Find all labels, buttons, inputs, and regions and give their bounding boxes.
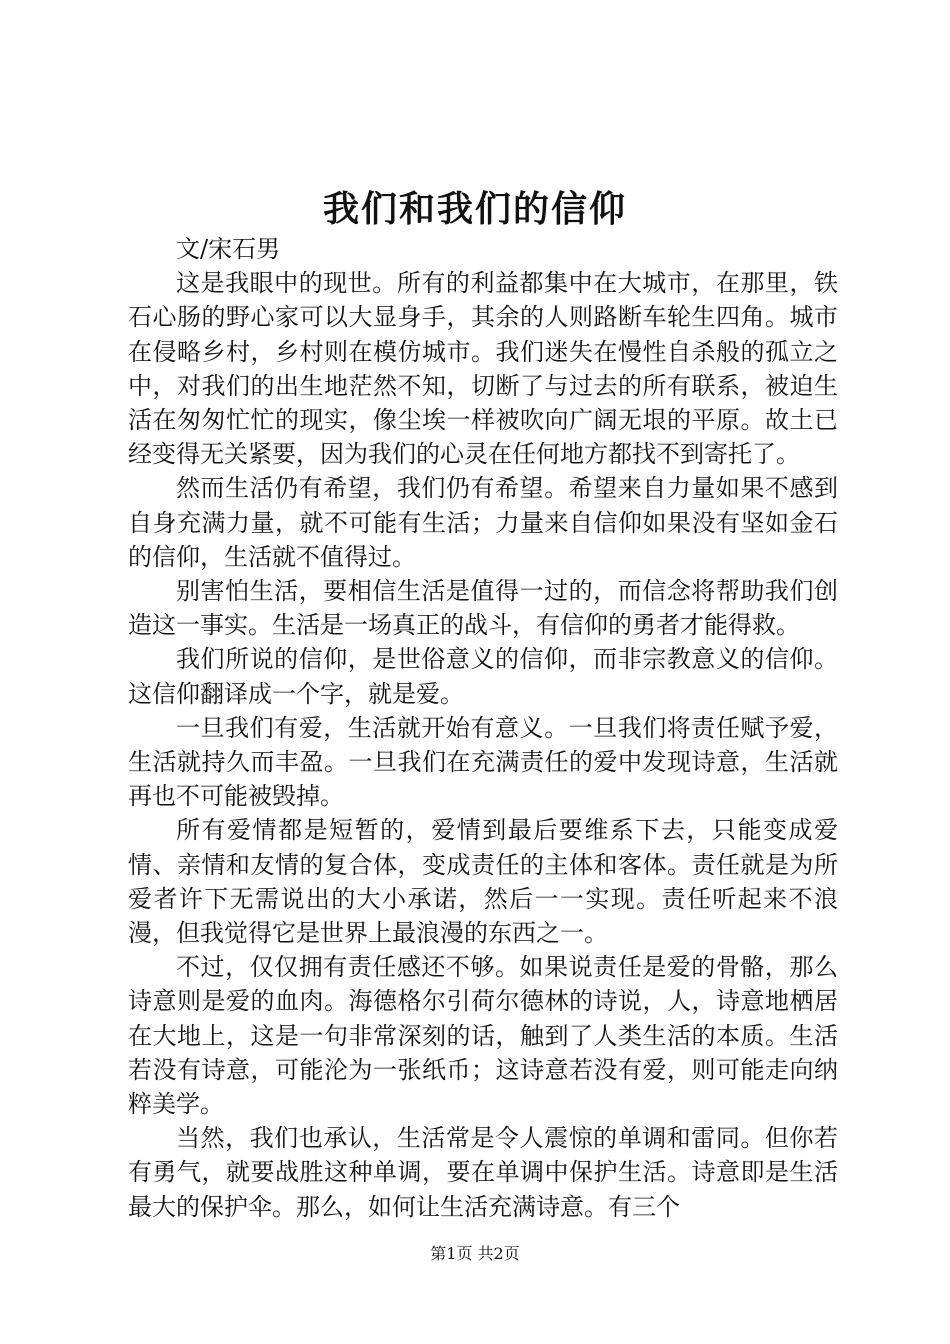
paragraph: 一旦我们有爱，生活就开始有意义。一旦我们将责任赋予爱，生活就持久而丰盈。一旦我们在充满责任的爱中发现诗意，生活就再也不可能被毁掉。 [128,713,838,811]
paragraph: 然而生活仍有希望，我们仍有希望。希望来自力量如果不感到自身充满力量，就不可能有生活；力量来自信仰如果没有坚如金石的信仰，生活就不值得过。 [128,474,838,571]
paragraph: 不过，仅仅拥有责任感还不够。如果说责任是爱的骨骼，那么诗意则是爱的血肉。海德格尔引荷尔德林的诗说，人，诗意地栖居在大地上，这是一句非常深刻的话，触到了人类生活的本质。生活若没有诗意，可能沦为一张纸币；这诗意若没有爱，则可能走向纳粹美学。 [128,953,838,1119]
author-line: 文/宋石男 [176,235,281,263]
paragraph: 别害怕生活，要相信生活是值得一过的，而信念将帮助我们创造这一事实。生活是一场真正的战斗，有信仰的勇者才能得救。 [128,577,838,640]
page-footer: 第1页 共2页 [430,1244,520,1263]
paragraph: 这是我眼中的现世。所有的利益都集中在大城市，在那里，铁石心肠的野心家可以大显身手，其余的人则路断车轮生四角。城市在侵略乡村，乡村则在模仿城市。我们迷失在慢性自杀般的孤立之中，对我们的出生地茫然不知，切断了与过去的所有联系，被迫生活在匆匆忙忙的现实，像尘埃一样被吹向广阔无垠的平原。故土已经变得无关紧要，因为我们的心灵在任何地方都找不到寄托了。 [128,269,838,469]
paragraph: 当然，我们也承认，生活常是令人震惊的单调和雷同。但你若有勇气，就要战胜这种单调，要在单调中保护生活。诗意即是生活最大的保护伞。那么，如何让生活充满诗意。有三个 [128,1124,838,1221]
document-title: 我们和我们的信仰 [322,188,627,230]
paragraph: 所有爱情都是短暂的，爱情到最后要维系下去，只能变成爱情、亲情和友情的复合体，变成责任的主体和客体。责任就是为所爱者许下无需说出的大小承诺，然后一一实现。责任听起来不浪漫，但我觉得它是世界上最浪漫的东西之一。 [128,816,838,948]
paragraph: 我们所说的信仰，是世俗意义的信仰，而非宗教意义的信仰。这信仰翻译成一个字，就是爱。 [128,645,838,708]
document-body [128,232,838,1224]
